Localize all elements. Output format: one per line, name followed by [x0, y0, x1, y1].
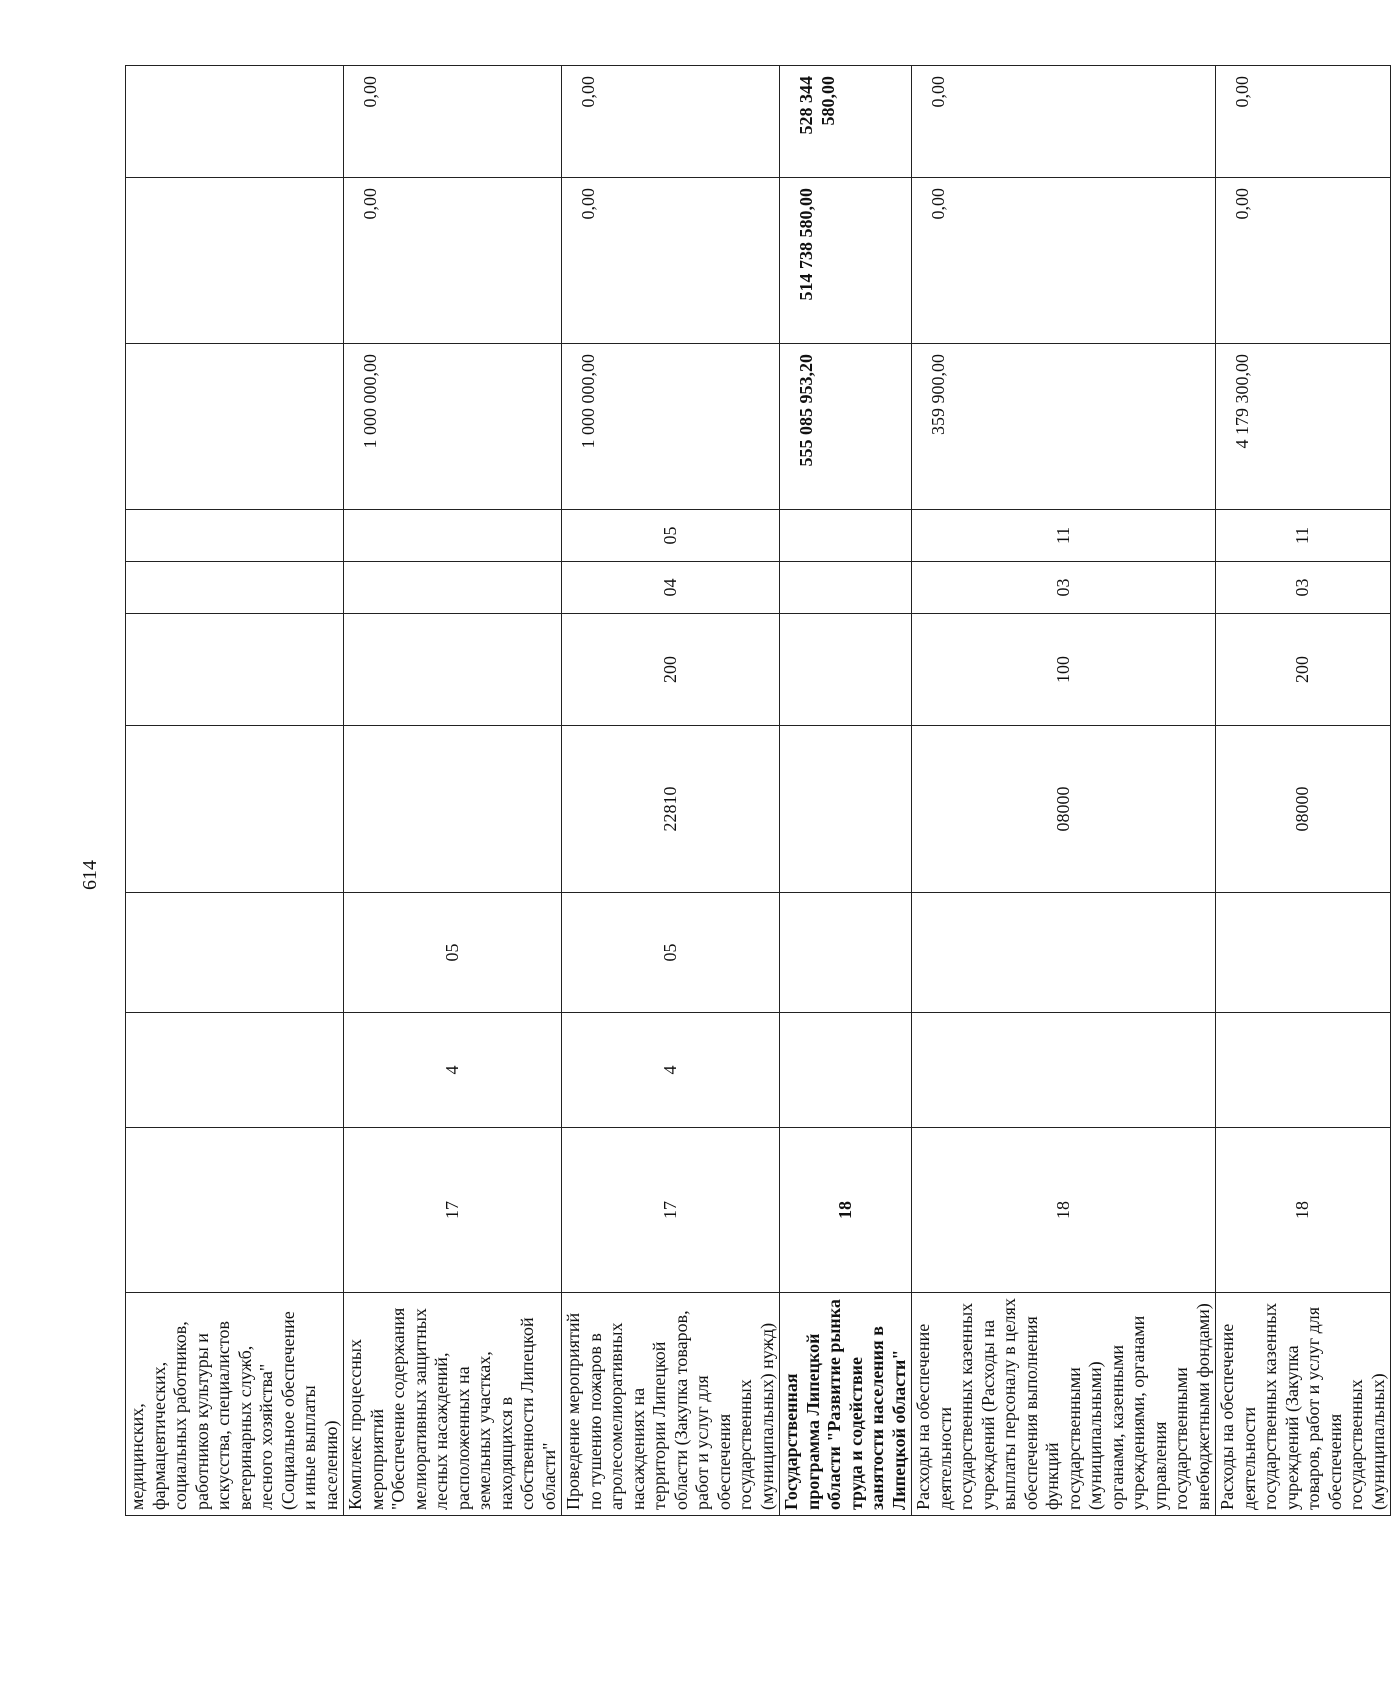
direction-code: 22810: [562, 726, 780, 893]
amount-year-3: [126, 66, 344, 178]
expense-type-code: [344, 614, 562, 726]
direction-code: 08000: [912, 726, 1216, 893]
row-description: Комплекс процессных мероприятий "Обеспечение содержания мелиоративных защитных лесных насаждений, расположенных на земельных участках, находящихся в собственности Липецкой области": [344, 1293, 562, 1516]
table-row: [562, 66, 780, 1516]
page-number: 614: [79, 860, 101, 890]
direction-code: [126, 726, 344, 893]
subprogram-code: 4: [344, 1013, 562, 1128]
row-description: Расходы на обеспечение деятельности государственных казенных учреждений (Закупка товаров, работ и услуг для обеспечения государственных (муниципальных): [1216, 1293, 1391, 1516]
program-code: 18: [912, 1128, 1216, 1293]
direction-code: 08000: [1216, 726, 1391, 893]
section-code: [126, 562, 344, 614]
expense-type-code: 200: [562, 614, 780, 726]
amount-year-1: [126, 344, 344, 510]
row-description: Проведение мероприятий по тушению пожаров в агролесомелиоративных насаждениях на территории Липецкой области (Закупка товаров, работ и услуг для обеспечения государственных (муниципальных) нужд): [562, 1293, 780, 1516]
section-code: [344, 562, 562, 614]
budget-table: [125, 65, 1391, 1516]
expense-type-code: 100: [912, 614, 1216, 726]
activity-code: 05: [562, 893, 780, 1013]
section-code: 03: [912, 562, 1216, 614]
table-row: [1216, 66, 1391, 1516]
row-description: Государственная программа Липецкой области "Развитие рынка труда и содействие занятости населения в Липецкой области": [780, 1293, 912, 1516]
activity-code: [912, 893, 1216, 1013]
activity-code: [1216, 893, 1391, 1013]
amount-year-2: 0,00: [1216, 178, 1391, 344]
row-description: Расходы на обеспечение деятельности государственных казенных учреждений (Расходы на выплаты персоналу в целях обеспечения выполнения функций государственными (муниципальными) органами, казенными учреждениями, органами управления государственными внебюджетными фондами): [912, 1293, 1216, 1516]
amount-year-2: 0,00: [344, 178, 562, 344]
activity-code: [126, 893, 344, 1013]
subsection-code: 11: [912, 510, 1216, 562]
section-code: [780, 562, 912, 614]
amount-year-1: 1 000 000,00: [344, 344, 562, 510]
table-row: [912, 66, 1216, 1516]
program-code: 17: [344, 1128, 562, 1293]
activity-code: [780, 893, 912, 1013]
subsection-code: 05: [562, 510, 780, 562]
program-code: 18: [780, 1128, 912, 1293]
expense-type-code: 200: [1216, 614, 1391, 726]
section-code: 04: [562, 562, 780, 614]
section-code: 03: [1216, 562, 1391, 614]
subsection-code: [344, 510, 562, 562]
subprogram-code: [780, 1013, 912, 1128]
subprogram-code: [126, 1013, 344, 1128]
amount-year-1: 359 900,00: [912, 344, 1216, 510]
amount-year-3: 0,00: [1216, 66, 1391, 178]
activity-code: 05: [344, 893, 562, 1013]
amount-year-2: 514 738 580,00: [780, 178, 912, 344]
amount-year-1: 4 179 300,00: [1216, 344, 1391, 510]
subprogram-code: 4: [562, 1013, 780, 1128]
row-description: медицинских, фармацевтических, социальных работников, работников культуры и искусства, специалистов ветеринарных служб, лесного хозяйства" (Социальное обеспечение и иные выплаты населению): [126, 1293, 344, 1516]
program-code: 18: [1216, 1128, 1391, 1293]
amount-year-3: 0,00: [562, 66, 780, 178]
amount-year-2: [126, 178, 344, 344]
subsection-code: 11: [1216, 510, 1391, 562]
program-code: [126, 1128, 344, 1293]
subsection-code: [126, 510, 344, 562]
subprogram-code: [1216, 1013, 1391, 1128]
amount-year-3: 528 344 580,00: [780, 66, 912, 178]
amount-year-1: 1 000 000,00: [562, 344, 780, 510]
table-row: [780, 66, 912, 1516]
amount-year-3: 0,00: [912, 66, 1216, 178]
amount-year-1: 555 085 953,20: [780, 344, 912, 510]
expense-type-code: [126, 614, 344, 726]
expense-type-code: [780, 614, 912, 726]
amount-year-3: 0,00: [344, 66, 562, 178]
table-row: [126, 66, 344, 1516]
program-code: 17: [562, 1128, 780, 1293]
direction-code: [344, 726, 562, 893]
amount-year-2: 0,00: [562, 178, 780, 344]
subsection-code: [780, 510, 912, 562]
subprogram-code: [912, 1013, 1216, 1128]
rotated-table-area: [125, 66, 1388, 1516]
amount-year-2: 0,00: [912, 178, 1216, 344]
table-row: [344, 66, 562, 1516]
direction-code: [780, 726, 912, 893]
